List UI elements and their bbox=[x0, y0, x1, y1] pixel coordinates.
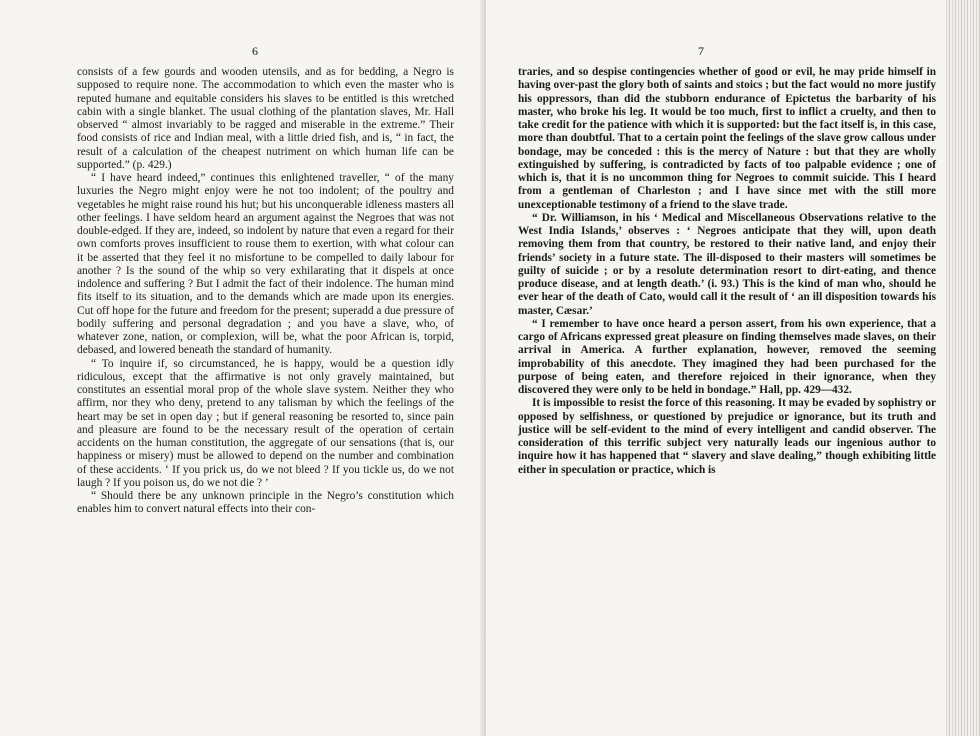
paragraph: “ Should there be any unknown principle in the Negro’s constitution which enables him to convert natural effects into their con- bbox=[77, 490, 454, 516]
page-edges bbox=[946, 0, 980, 736]
paragraph: “ I have heard indeed,” continues this enlightened traveller, “ of the many luxuries the Negro might enjoy were he not too indolent; of the poultry and vegetables he might raise round his hut; but his unconquerable idleness masters all other feelings. I have seldom heard an argument against the Negroes that was not double-edged. If they are, indeed, so indolent by nature that even a regard for their own comforts proves insufficient to rouse them to exertion, with what colour can it be asserted that they feel it no misfortune to be compelled to daily labour for another ? Is the sound of the whip so very exhilarating that it dispels at once indolence and suffering ? But I admit the fact of their indolence. The human mind fits itself to its situation, and to the demands which are made upon its energies. Cut off hope for the future and freedom for the present; superadd a due pressure of bodily suffering and personal degradation ; and you have a slave, who, of whatever zone, nation, or complexion, will be, what the poor African is, torpid, debased, and lowered beneath the standard of humanity. bbox=[77, 172, 454, 357]
paragraph: “ To inquire if, so circumstanced, he is happy, would be a question idly ridiculous, except that the affirmative is not only gravely maintained, but constitutes an essential moral prop of the whole slave system. Neither they who affirm, nor they who deny, pretend to any talisman by which the feelings of the heart may be set in open day ; but if general reasoning be resorted to, since pain and pleasure are found to be the necessary result of the operation of certain accidents on the human constitution, the aggregate of our sensations (that is, our happiness or misery) must be allowed to depend on the number and combination of these accidents. ‘ If you prick us, do we not bleed ? If you tickle us, do we not laugh ? If you poison us, do we not die ? ’ bbox=[77, 357, 454, 489]
left-page bbox=[0, 0, 486, 736]
page-number-left: 6 bbox=[252, 44, 259, 58]
right-page bbox=[486, 0, 980, 736]
left-page-text bbox=[77, 66, 454, 517]
paragraph: traries, and so despise contingencies whether of good or evil, he may pride himself in having over-past the glory both of saints and stoics ; but the fact would no more justify his oppressors, than did the stubborn endurance of Epictetus the barbarity of his master, who broke his leg. It would be too much, first to inflict a cruelty, and then to take credit for the patience with which it is supported: but the fact itself is, in this case, more than doubtful. That to a certain point the feelings of the slave grow callous under bondage, may be conceded : this is the mercy of Nature : but that they are wholly extinguished by suffering, is contradicted by facts of too palpable evidence ; one of which is, that it is no uncommon thing for Negroes to commit suicide. This I heard from a gentleman of Charleston ; and I have since met with the still more unexceptionable testimony of a friend to the slave trade. bbox=[518, 66, 936, 211]
right-page-text bbox=[518, 66, 936, 477]
paragraph: consists of a few gourds and wooden utensils, and as for bedding, a Negro is supposed to require none. The accommodation to which even the master who is reputed humane and equitable considers his slaves to be entitled is this wretched cabin with a single blanket. The usual clothing of the plantation slaves, Mr. Hall observed “ almost invariably to be ragged and miserable in the extreme.” Their food consists of rice and Indian meal, with a little dried fish, and is, “ in fact, the result of a calculation of the cheapest nutriment on which human life can be supported.” (p. 429.) bbox=[77, 66, 454, 171]
paragraph: “ I remember to have once heard a person assert, from his own experience, that a cargo of Africans expressed great pleasure on finding themselves made slaves, on their arrival in America. A further explanation, however, removed the seeming improbability of this anecdote. They imagined they had been purchased for the purpose of being eaten, and therefore rejoiced in their ignorance, when they discovered they were only to be held in bondage.” Hall, pp. 429—432. bbox=[518, 317, 936, 396]
paragraph: It is impossible to resist the force of this reasoning. It may be evaded by sophistry or opposed by selfishness, or questioned by prejudice or ignorance, but its truth and justice will be self-evident to the mind of every intelligent and candid observer. The consideration of this terrific subject very naturally leads our ingenious author to inquire how it has happened that “ slavery and slave dealing,” though exhibiting little either in speculation or practice, which is bbox=[518, 397, 936, 476]
paragraph: “ Dr. Williamson, in his ‘ Medical and Miscellaneous Observations relative to the West India Islands,’ observes : ‘ Negroes anticipate that they will, upon death removing them from that country, be restored to their native land, and enjoy their friends’ society in a future state. The ill-disposed to their masters will sometimes be guilty of suicide ; or by a resolute determination resort to dirt-eating, and thence produce disease, and at length death.’ (i. 93.) This is the kind of man who, should he ever hear of the death of Cato, would call it the result of ‘ an ill disposition towards his master, Cæsar.’ bbox=[518, 211, 936, 317]
page-number-right: 7 bbox=[698, 44, 705, 58]
